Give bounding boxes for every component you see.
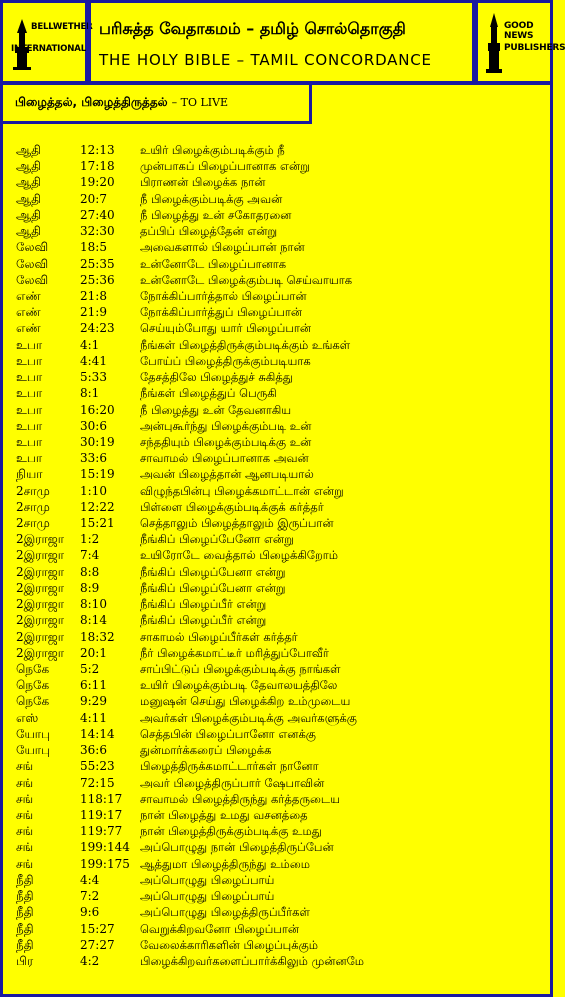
- verse-ref: 8:10: [80, 597, 107, 612]
- verse-text: அவைகளால் பிழைப்பான் நான்: [140, 240, 305, 255]
- verse-text: நோக்கிப்பார்த்தால் பிழைப்பான்: [140, 288, 307, 303]
- book-abbrev: நெகே: [16, 662, 50, 676]
- list-item: [16, 937, 546, 953]
- verse-text: சாவாமல் பிழைப்பானாக அவன்: [140, 451, 309, 466]
- book-abbrev: லேவி: [16, 240, 49, 255]
- verse-ref: 21:9: [80, 305, 107, 320]
- verse-text: சாவாமல் பிழைத்திருந்து கர்த்தருடைய: [140, 791, 340, 806]
- book-abbrev: நெகே: [16, 694, 50, 709]
- list-item: [16, 775, 546, 791]
- bellwether-logo: [0, 0, 93, 84]
- verse-text: நீங்கள் பிழைத்திருக்கும்படிக்கும் உங்கள்: [140, 337, 351, 352]
- verse-ref: 118:17: [80, 791, 123, 806]
- book-abbrev: எண்: [16, 321, 41, 336]
- list-item: [16, 272, 546, 288]
- list-item: [16, 823, 546, 839]
- verse-ref: 12:22: [80, 499, 115, 514]
- book-abbrev: நெகே: [16, 678, 50, 693]
- verse-text: அப்பொழுது பிழைப்பாய்: [140, 872, 275, 887]
- verse-text: அவர் பிழைத்திருப்பார் ஷேபாவின்: [140, 775, 325, 790]
- list-item: [16, 483, 546, 499]
- list-item: [16, 353, 546, 369]
- book-abbrev: நீதி: [16, 872, 34, 887]
- verse-ref: 27:27: [80, 937, 115, 952]
- list-item: [16, 434, 546, 450]
- list-item: [16, 921, 546, 937]
- tamil-title: பரிசுத்த வேதாகமம் – தமிழ் சொல்தொகுதி: [99, 19, 406, 38]
- book-abbrev: 2இராஜா: [16, 597, 65, 612]
- book-abbrev: சங்: [16, 840, 34, 855]
- book-abbrev: 2இராஜா: [16, 645, 65, 660]
- book-abbrev: 2இராஜா: [16, 548, 65, 563]
- list-item: [16, 515, 546, 531]
- list-item: [16, 223, 546, 239]
- verse-ref: 6:11: [80, 678, 107, 693]
- verse-text: விழுந்தபின்பு பிழைக்கமாட்டான் என்று: [140, 483, 344, 498]
- verse-text: செத்தாலும் பிழைத்தாலும் இருப்பான்: [140, 516, 334, 531]
- list-item: [16, 142, 546, 158]
- verse-text: நான் பிழைத்திருக்கும்படிக்கு உமது: [140, 824, 322, 839]
- verse-ref: 4:41: [80, 353, 107, 368]
- verse-text: உயிரோடே வைத்தால் பிழைக்கிறோம்: [140, 548, 339, 563]
- verse-ref: 72:15: [80, 775, 115, 790]
- book-abbrev: ஆதி: [16, 175, 42, 190]
- list-item: [16, 693, 546, 709]
- verse-text: நீங்கிப் பிழைப்பீர் என்று: [140, 597, 267, 612]
- book-abbrev: சங்: [16, 807, 34, 822]
- book-abbrev: எஸ்: [16, 710, 39, 725]
- book-abbrev: யோபு: [16, 726, 51, 741]
- list-item: [16, 320, 546, 336]
- verse-text: பிழைக்கிறவர்களைப்பார்க்கிலும் முன்னமே: [140, 953, 365, 968]
- verse-ref: 33:6: [80, 451, 107, 466]
- list-item: [16, 645, 546, 661]
- verse-ref: 18:32: [80, 629, 115, 644]
- book-abbrev: 2சாமு: [16, 499, 50, 514]
- list-item: [16, 580, 546, 596]
- book-abbrev: ஆதி: [16, 224, 42, 239]
- logo-right-line2: PUBLISHERS: [504, 43, 565, 53]
- list-item: [16, 953, 546, 969]
- list-item: [16, 710, 546, 726]
- list-item: [16, 304, 546, 320]
- verse-ref: 1:10: [80, 483, 107, 498]
- verse-ref: 15:21: [80, 516, 115, 531]
- verse-ref: 4:11: [80, 710, 107, 725]
- book-abbrev: ஆதி: [16, 143, 42, 157]
- list-item: [16, 158, 546, 174]
- book-abbrev: உபா: [16, 337, 43, 352]
- book-abbrev: எண்: [16, 305, 41, 320]
- verse-ref: 15:27: [80, 921, 115, 936]
- book-abbrev: நீதி: [16, 889, 34, 904]
- verse-ref: 25:35: [80, 256, 115, 271]
- verse-ref: 18:5: [80, 240, 107, 255]
- verse-ref: 5:33: [80, 370, 107, 385]
- list-item: [16, 239, 546, 255]
- book-abbrev: உபா: [16, 402, 43, 417]
- list-item: [16, 839, 546, 855]
- list-item: [16, 547, 546, 563]
- verse-ref: 20:7: [80, 191, 107, 206]
- book-abbrev: 2சாமு: [16, 483, 50, 498]
- verse-ref: 199:144: [80, 840, 130, 855]
- verse-text: அப்பொழுது பிழைத்திருப்பீர்கள்: [140, 905, 310, 920]
- book-abbrev: லேவி: [16, 272, 49, 287]
- verse-ref: 7:2: [80, 889, 100, 904]
- logo-left-line2: INTERNATIONAL: [11, 44, 86, 54]
- list-item: [16, 612, 546, 628]
- verse-text: உயிர் பிழைக்கும்படிக்கும் நீ: [140, 143, 285, 157]
- verse-ref: 24:23: [80, 321, 115, 336]
- list-item: [16, 337, 546, 353]
- verse-text: நீங்கிப் பிழைப்பேனா என்று: [140, 564, 286, 579]
- book-abbrev: பிர: [16, 953, 34, 968]
- verse-ref: 12:13: [80, 143, 115, 157]
- verse-text: நீங்கிப் பிழைப்பேனா என்று: [140, 580, 286, 595]
- verse-ref: 8:14: [80, 613, 107, 628]
- verse-ref: 27:40: [80, 207, 115, 222]
- verse-text: உயிர் பிழைக்கும்படி தேவாலயத்திலே: [140, 678, 338, 693]
- verse-text: பிழைத்திருக்கமாட்டார்கள் நானோ: [140, 759, 319, 774]
- book-abbrev: நியா: [16, 467, 43, 482]
- verse-text: அன்புகூர்ந்து பிழைக்கும்படி உன்: [140, 418, 312, 433]
- verse-text: நீங்கிப் பிழைப்பீர் என்று: [140, 613, 267, 628]
- verse-text: உன்னோடே பிழைக்கும்படி செய்வாயாக: [140, 272, 353, 287]
- list-item: [16, 466, 546, 482]
- list-item: [16, 791, 546, 807]
- book-abbrev: ஆதி: [16, 207, 42, 222]
- book-abbrev: உபா: [16, 386, 43, 401]
- list-item: [16, 191, 546, 207]
- verse-ref: 9:6: [80, 905, 100, 920]
- book-abbrev: எண்: [16, 288, 41, 303]
- verse-text: மனுஷன் செய்து பிழைக்கிற உம்முடைய: [140, 694, 351, 709]
- book-abbrev: லேவி: [16, 256, 49, 271]
- topic-tamil: பிழைத்தல், பிழைத்திருத்தல்: [15, 95, 168, 109]
- book-abbrev: ஆதி: [16, 159, 42, 174]
- verse-ref: 199:175: [80, 856, 130, 871]
- verse-ref: 9:29: [80, 694, 107, 709]
- verse-ref: 17:18: [80, 159, 115, 174]
- verse-text: முன்பாகப் பிழைப்பானாக என்று: [140, 159, 310, 174]
- verse-ref: 15:19: [80, 467, 115, 482]
- book-abbrev: உபா: [16, 353, 43, 368]
- book-abbrev: நீதி: [16, 921, 34, 936]
- topic-heading: [15, 95, 228, 111]
- list-item: [16, 174, 546, 190]
- verse-text: நோக்கிப்பார்த்துப் பிழைப்பான்: [140, 305, 303, 320]
- book-abbrev: 2இராஜா: [16, 613, 65, 628]
- verse-text: நீ பிழைத்து உன் தேவனாகிய: [140, 402, 292, 417]
- verse-text: அவன் பிழைத்தான் ஆனபடியால்: [140, 467, 314, 482]
- book-abbrev: சங்: [16, 791, 34, 806]
- verse-text: அப்பொழுது பிழைப்பாய்: [140, 889, 275, 904]
- verse-ref: 32:30: [80, 224, 115, 239]
- verse-text: அப்பொழுது நான் பிழைத்திருப்பேன்: [140, 840, 334, 855]
- list-item: [16, 385, 546, 401]
- list-item: [16, 677, 546, 693]
- verse-text: நான் பிழைத்து உமது வசனத்தை: [140, 807, 308, 822]
- list-item: [16, 499, 546, 515]
- verse-ref: 16:20: [80, 402, 115, 417]
- book-abbrev: 2இராஜா: [16, 532, 65, 547]
- book-abbrev: சங்: [16, 775, 34, 790]
- verse-text: உன்னோடே பிழைப்பானாக: [140, 256, 287, 271]
- goodnews-logo: [475, 0, 565, 84]
- verse-text: தப்பிப் பிழைத்தேன் என்று: [140, 224, 278, 239]
- book-abbrev: 2சாமு: [16, 516, 50, 531]
- verse-text: வெறுக்கிறவனோ பிழைப்பான்: [140, 921, 300, 936]
- verse-text: நீர் பிழைக்கமாட்டீர் மரித்துப்போவீர்: [140, 645, 329, 660]
- verse-text: அவர்கள் பிழைக்கும்படிக்கு அவர்களுக்கு: [140, 710, 357, 725]
- verse-text: துன்மார்க்கரைப் பிழைக்க: [140, 743, 272, 758]
- verse-text: போய்ப் பிழைத்திருக்கும்படியாக: [140, 353, 311, 368]
- verse-ref: 14:14: [80, 726, 115, 741]
- verse-ref: 55:23: [80, 759, 115, 774]
- verse-text: நீங்கிப் பிழைப்பேனோ என்று: [140, 532, 294, 547]
- topic-english: – TO LIVE: [171, 96, 229, 109]
- verse-ref: 30:19: [80, 434, 115, 449]
- list-item: [16, 531, 546, 547]
- book-abbrev: யோபு: [16, 743, 51, 758]
- book-abbrev: உபா: [16, 370, 43, 385]
- verse-ref: 30:6: [80, 418, 107, 433]
- verse-text: தேசத்திலே பிழைத்துச் சுகித்து: [140, 370, 293, 385]
- list-item: [16, 807, 546, 823]
- concordance-list: [16, 142, 546, 969]
- book-abbrev: உபா: [16, 418, 43, 433]
- english-title: THE HOLY BIBLE – TAMIL CONCORDANCE: [99, 51, 432, 69]
- list-item: [16, 207, 546, 223]
- list-item: [16, 856, 546, 872]
- book-abbrev: சங்: [16, 759, 34, 774]
- list-item: [16, 726, 546, 742]
- list-item: [16, 661, 546, 677]
- book-abbrev: ஆதி: [16, 191, 42, 206]
- verse-ref: 119:77: [80, 824, 123, 839]
- verse-ref: 21:8: [80, 288, 107, 303]
- logo-left-line1: BELLWETHER: [31, 22, 93, 32]
- list-item: [16, 450, 546, 466]
- list-item: [16, 758, 546, 774]
- book-abbrev: சங்: [16, 856, 34, 871]
- verse-text: பிராணன் பிழைக்க நான்: [140, 175, 266, 190]
- title-header: [88, 0, 475, 84]
- topic-box: [0, 82, 312, 124]
- verse-text: சாகாமல் பிழைப்பீர்கள் கர்த்தர்: [140, 629, 298, 644]
- list-item: [16, 418, 546, 434]
- verse-text: செத்தபின் பிழைப்பானோ எனக்கு: [140, 726, 316, 741]
- logo-right-line1: GOOD NEWS: [504, 21, 534, 42]
- verse-ref: 8:9: [80, 580, 100, 595]
- verse-text: நீங்கள் பிழைத்துப் பெருகி: [140, 386, 277, 401]
- list-item: [16, 564, 546, 580]
- book-abbrev: நீதி: [16, 937, 34, 952]
- list-item: [16, 402, 546, 418]
- verse-ref: 7:4: [80, 548, 100, 563]
- list-item: [16, 369, 546, 385]
- verse-ref: 36:6: [80, 743, 107, 758]
- verse-text: நீ பிழைத்து உன் சகோதரனை: [140, 207, 292, 222]
- verse-ref: 4:4: [80, 872, 100, 887]
- list-item: [16, 256, 546, 272]
- list-item: [16, 288, 546, 304]
- book-abbrev: சங்: [16, 824, 34, 839]
- verse-text: சாப்பிட்டுப் பிழைக்கும்படிக்கு நாங்கள்: [140, 662, 341, 676]
- book-abbrev: நீதி: [16, 905, 34, 920]
- verse-ref: 4:1: [80, 337, 100, 352]
- verse-ref: 20:1: [80, 645, 107, 660]
- list-item: [16, 629, 546, 645]
- list-item: [16, 596, 546, 612]
- verse-text: வேலைக்காரிகளின் பிழைப்புக்கும்: [140, 937, 318, 952]
- list-item: [16, 872, 546, 888]
- verse-ref: 4:2: [80, 953, 100, 968]
- book-abbrev: 2இராஜா: [16, 629, 65, 644]
- list-item: [16, 888, 546, 904]
- book-abbrev: உபா: [16, 434, 43, 449]
- verse-text: ஆத்துமா பிழைத்திருந்து உம்மை: [140, 856, 310, 871]
- verse-text: பிள்ளை பிழைக்கும்படிக்குக் கர்த்தர்: [140, 499, 324, 514]
- verse-ref: 1:2: [80, 532, 100, 547]
- tower-icon: [484, 11, 504, 75]
- verse-ref: 8:8: [80, 564, 100, 579]
- verse-text: நீ பிழைக்கும்படிக்கு அவன்: [140, 191, 283, 206]
- book-abbrev: 2இராஜா: [16, 580, 65, 595]
- list-item: [16, 904, 546, 920]
- verse-ref: 25:36: [80, 272, 115, 287]
- book-abbrev: 2இராஜா: [16, 564, 65, 579]
- verse-text: செய்யும்போது யார் பிழைப்பான்: [140, 321, 312, 336]
- book-abbrev: உபா: [16, 451, 43, 466]
- verse-text: சந்ததியும் பிழைக்கும்படிக்கு உன்: [140, 434, 312, 449]
- verse-ref: 119:17: [80, 807, 123, 822]
- verse-ref: 5:2: [80, 662, 100, 676]
- verse-ref: 19:20: [80, 175, 115, 190]
- verse-ref: 8:1: [80, 386, 100, 401]
- list-item: [16, 742, 546, 758]
